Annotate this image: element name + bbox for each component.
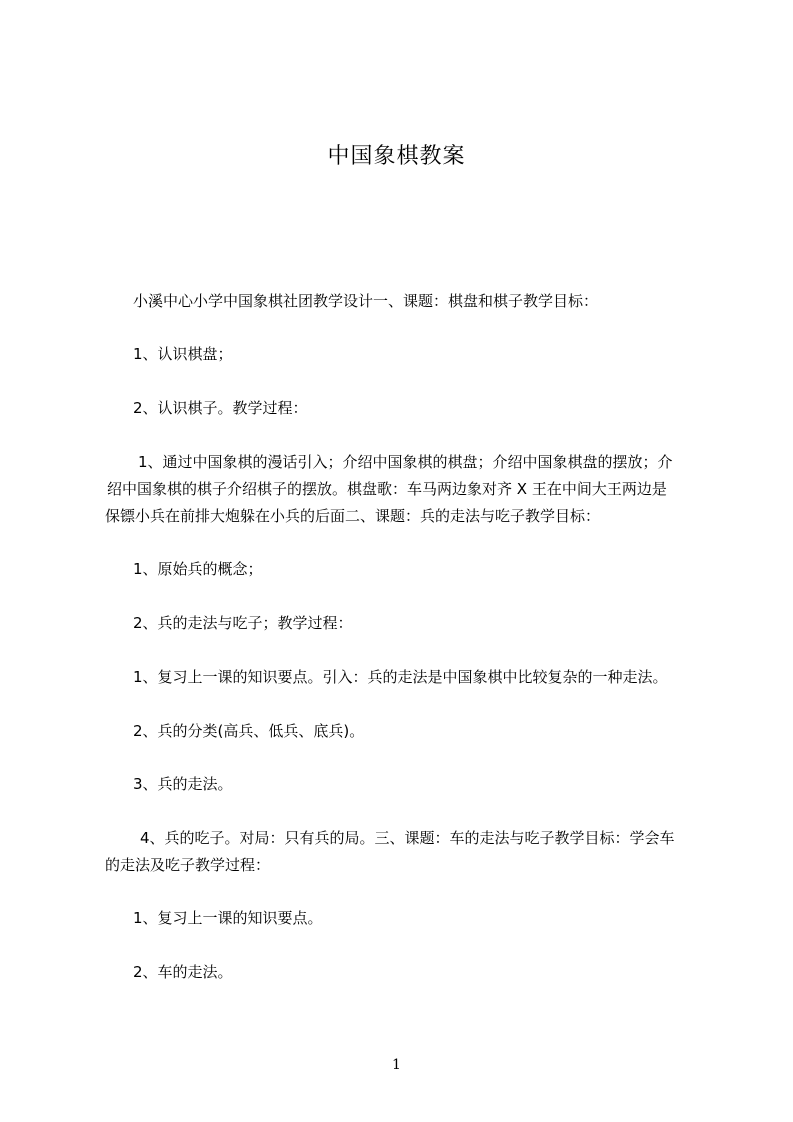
paragraph-1 bbox=[133, 288, 743, 315]
page-number: 1 bbox=[392, 1057, 401, 1073]
paragraph-6-line-1: 2、兵的走法与吃子；教学过程： bbox=[133, 614, 353, 632]
paragraph-12 bbox=[133, 959, 743, 986]
paragraph-3 bbox=[133, 395, 743, 422]
paragraph-4-line-3: 保镖小兵在前排大炮躲在小兵的后面二、课题：兵的走法与吃子教学目标： bbox=[105, 507, 601, 525]
paragraph-4-line-2: 绍中国象棋的棋子介绍棋子的摆放。棋盘歌：车马两边象对齐 X 王在中间大王两边是 bbox=[107, 480, 667, 498]
paragraph-1-line-1: 小溪中心小学中国象棋社团教学设计一、课题：棋盘和棋子教学目标： bbox=[133, 292, 599, 310]
paragraph-7-line-1: 1、复习上一课的知识要点。引入：兵的走法是中国象棋中比较复杂的一种走法。 bbox=[133, 668, 668, 686]
paragraph-2-line-1: 1、认识棋盘； bbox=[133, 345, 233, 363]
paragraph-11-line-1: 1、复习上一课的知识要点。 bbox=[133, 909, 323, 927]
paragraph-10-line-2: 的走法及吃子教学过程： bbox=[105, 856, 271, 874]
paragraph-9-line-1: 3、兵的走法。 bbox=[133, 775, 233, 793]
paragraph-7 bbox=[133, 664, 743, 691]
paragraph-4 bbox=[105, 449, 715, 530]
paragraph-10 bbox=[105, 825, 715, 879]
paragraph-12-line-1: 2、车的走法。 bbox=[133, 963, 233, 981]
paragraph-2 bbox=[133, 341, 743, 368]
paragraph-3-line-1: 2、认识棋子。教学过程： bbox=[133, 399, 308, 417]
paragraph-9 bbox=[133, 771, 743, 798]
paragraph-8-line-1: 2、兵的分类(高兵、低兵、底兵)。 bbox=[133, 722, 365, 740]
paragraph-10-line-1: 4、兵的吃子。对局：只有兵的局。三、课题：车的走法与吃子教学目标：学会车 bbox=[140, 829, 675, 847]
paragraph-11 bbox=[133, 905, 743, 932]
paragraph-6 bbox=[133, 610, 743, 637]
paragraph-8 bbox=[133, 718, 743, 745]
paragraph-5 bbox=[133, 556, 743, 583]
document-title: 中国象棋教案 bbox=[327, 144, 466, 169]
paragraph-4-line-1: 1、通过中国象棋的漫话引入；介绍中国象棋的棋盘；介绍中国象棋盘的摆放；介 bbox=[138, 453, 673, 471]
paragraph-5-line-1: 1、原始兵的概念； bbox=[133, 560, 263, 578]
